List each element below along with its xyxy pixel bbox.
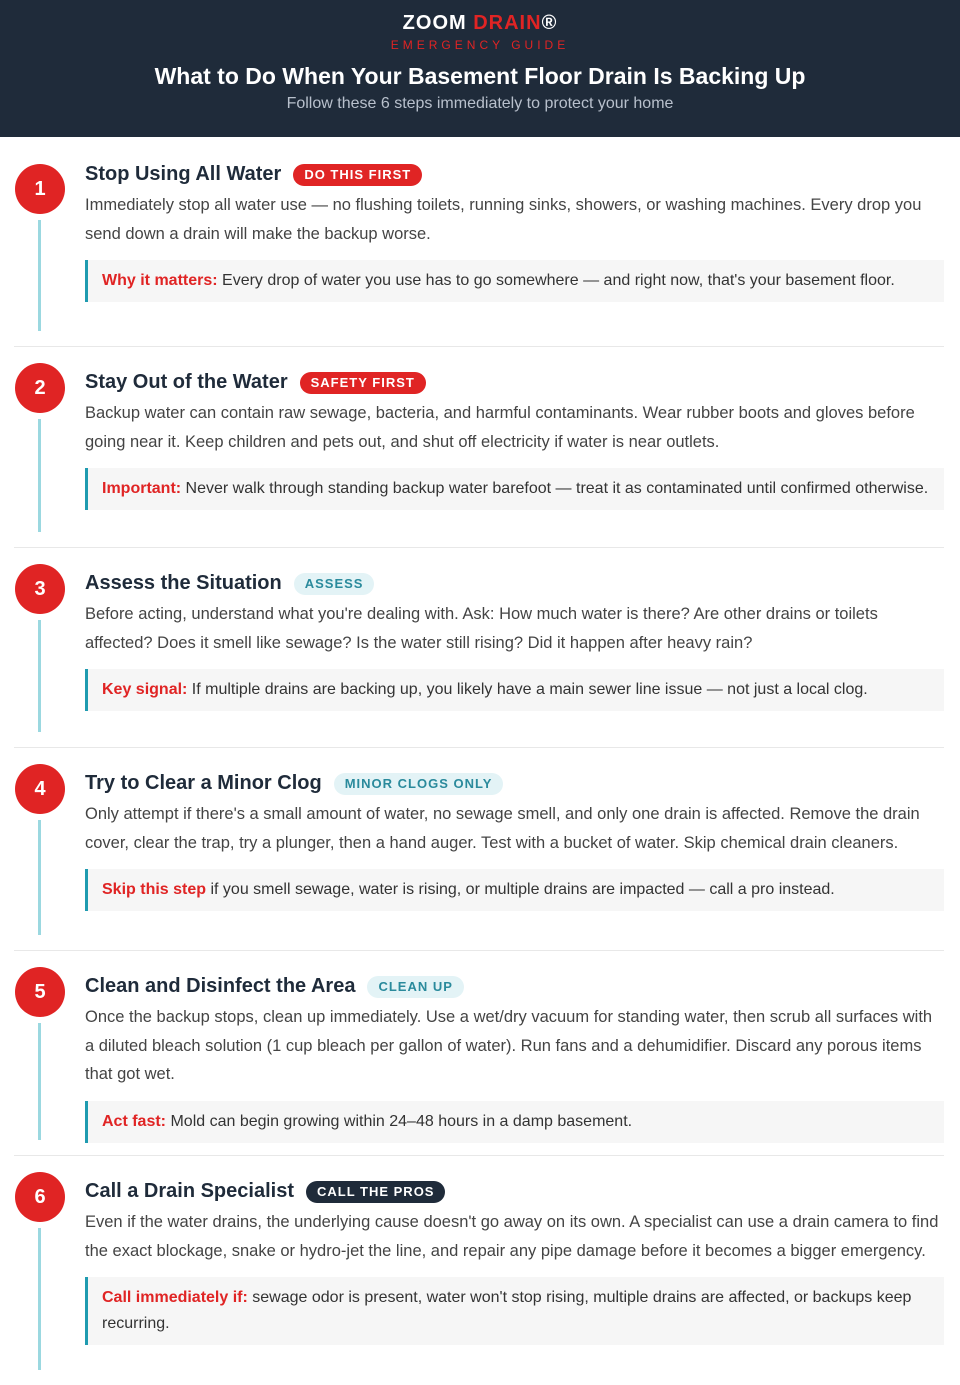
brand-accent: DRAIN: [473, 12, 542, 34]
step-description: Backup water can contain raw sewage, bacteria, and harmful contaminants. Wear rubber boots and gloves before going near it. Keep children and pets out, and shut off electricity if water is near outlets.: [85, 404, 915, 451]
brand-subtitle: EMERGENCY GUIDE: [390, 38, 570, 52]
step-number-badge: 4: [15, 764, 65, 814]
step-tag: DO THIS FIRST: [293, 164, 422, 186]
step-description: Immediately stop all water use — no flushing toilets, running sinks, showers, or washing machines. Every drop you send down a drain will make the backup worse.: [85, 196, 922, 243]
callout-text: Never walk through standing backup water barefoot — treat it as contaminated until confirmed otherwise.: [181, 480, 929, 497]
step-tag: CLEAN UP: [367, 976, 463, 998]
brand-logo: [0, 11, 960, 35]
step-tag: CALL THE PROS: [306, 1181, 446, 1203]
step-number-badge: 5: [15, 967, 65, 1017]
callout-label: Act fast:: [102, 1112, 167, 1130]
step-header: [85, 772, 944, 795]
step-title: Assess the Situation: [85, 572, 282, 594]
brand-mark: ®: [541, 12, 558, 34]
step-tag: MINOR CLOGS ONLY: [334, 773, 504, 795]
step-title: Stop Using All Water: [85, 163, 282, 185]
callout-text: sewage odor is present, water won't stop rising, multiple drains are affected, or backups keep recurring.: [102, 1289, 912, 1332]
callout-label: Important:: [102, 480, 182, 497]
step-number-badge: 6: [15, 1172, 65, 1222]
step-4: [14, 748, 944, 951]
step-2: [14, 347, 944, 548]
step-rail: [38, 1228, 41, 1370]
callout-label: Call immediately if:: [102, 1289, 248, 1306]
callout-text: Every drop of water you use has to go somewhere — and right now, that's your basement floor.: [217, 272, 895, 289]
step-rail: [38, 220, 41, 331]
step-rail: [38, 620, 41, 732]
callout-text: Mold can begin growing within 24–48 hours in a damp basement.: [166, 1112, 633, 1130]
step-description: Before acting, understand what you're dealing with. Ask: How much water is there? Are other drains or toilets affected? Does it smell like sewage? Is the water still rising? Did it happen after heavy rain?: [85, 605, 878, 652]
page-subtitle: Follow these 6 steps immediately to protect your home: [286, 95, 674, 112]
step-5: [14, 951, 944, 1156]
steps-list: [0, 137, 960, 1382]
step-header: [85, 572, 944, 595]
step-callout: [85, 669, 944, 711]
step-number-badge: 1: [15, 164, 65, 214]
callout-text: if you smell sewage, water is rising, or multiple drains are impacted — call a pro instead.: [206, 881, 835, 898]
step-title: Call a Drain Specialist: [85, 1180, 294, 1202]
step-callout: [85, 468, 944, 510]
step-description: Once the backup stops, clean up immediately. Use a wet/dry vacuum for standing water, then scrub all surfaces with a diluted bleach solution (1 cup bleach per gallon of water). Run fans and a dehumidifier. Discard any porous items that got wet.: [85, 1008, 933, 1083]
callout-text: If multiple drains are backing up, you likely have a main sewer line issue — not just a local clog.: [187, 681, 868, 698]
step-tag: ASSESS: [294, 573, 375, 595]
step-header: [85, 1180, 944, 1203]
guide-header: [0, 0, 960, 137]
step-header: [85, 371, 944, 394]
step-callout: [85, 869, 944, 911]
step-rail: [38, 820, 41, 935]
step-description: Only attempt if there's a small amount of water, no sewage smell, and only one drain is affected. Remove the drain cover, clear the trap, try a plunger, then a hand auger. Test with a bucket of water. Skip chemical drain cleaners.: [85, 805, 920, 852]
callout-label: Key signal:: [102, 681, 188, 698]
step-rail: [38, 419, 41, 532]
step-description: Even if the water drains, the underlying cause doesn't go away on its own. A specialist can use a drain camera to find the exact blockage, snake or hydro-jet the line, and repair any pipe damage before it becomes a bigger emergency.: [85, 1213, 939, 1260]
step-title: Clean and Disinfect the Area: [85, 975, 356, 997]
step-tag: SAFETY FIRST: [300, 372, 426, 394]
step-callout: [85, 1101, 944, 1143]
step-callout: [85, 1277, 944, 1345]
callout-label: Skip this step: [102, 881, 207, 898]
step-1: [14, 137, 944, 347]
step-header: [85, 975, 944, 998]
step-rail: [38, 1023, 41, 1140]
brand-main: ZOOM: [402, 12, 474, 34]
step-number-badge: 2: [15, 363, 65, 413]
step-header: [85, 163, 944, 186]
step-6: [14, 1156, 944, 1382]
step-title: Try to Clear a Minor Clog: [85, 772, 322, 794]
callout-label: Why it matters:: [102, 272, 218, 289]
step-3: [14, 548, 944, 748]
step-title: Stay Out of the Water: [85, 371, 288, 393]
page-title: What to Do When Your Basement Floor Drain Is Backing Up: [154, 63, 806, 89]
step-callout: [85, 260, 944, 302]
step-number-badge: 3: [15, 564, 65, 614]
